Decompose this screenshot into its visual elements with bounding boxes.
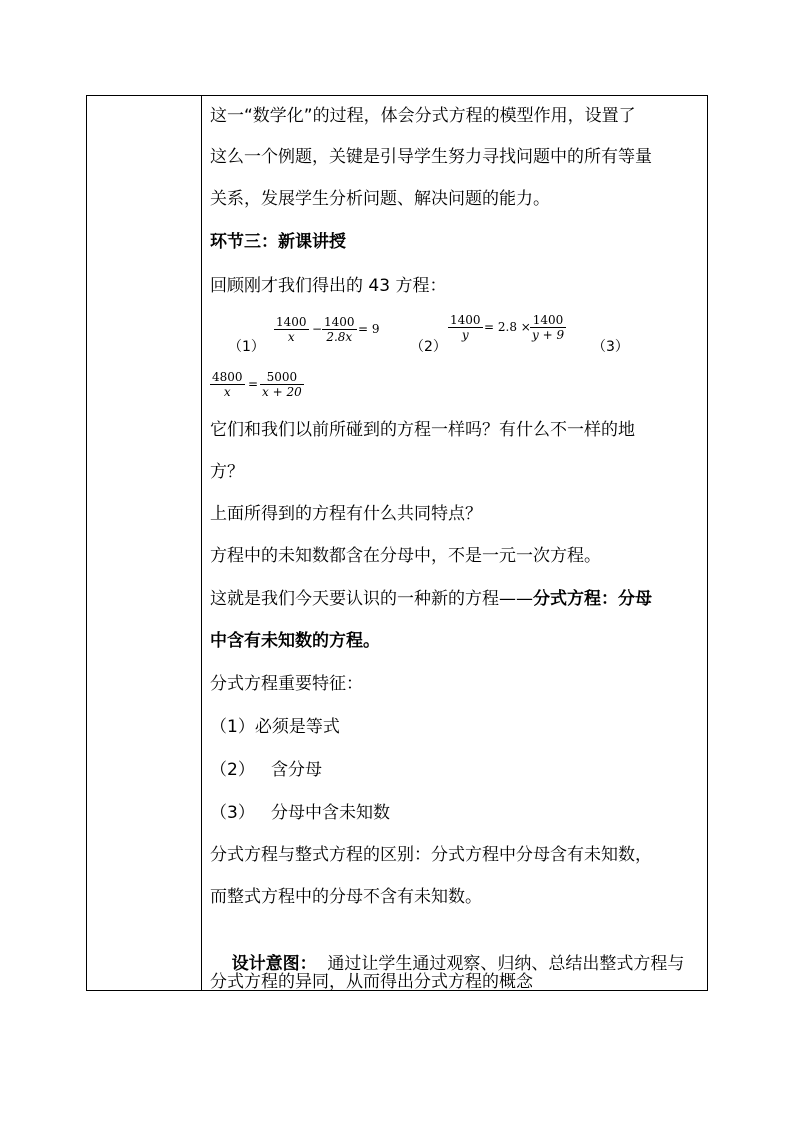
operator: −: [312, 322, 323, 336]
paragraph-line: 这么一个例题，关键是引导学生努力寻找问题中的所有等量: [210, 147, 652, 167]
operator: = 2.8 ×: [484, 320, 531, 334]
section-title: 环节三：新课讲授: [210, 232, 346, 252]
fraction: [274, 315, 309, 344]
denominator: x: [210, 384, 245, 399]
definition-bold: 中含有未知数的方程。: [210, 631, 380, 651]
denominator: y: [448, 327, 483, 342]
answer-line: 方程中的未知数都含在分母中，不是一元一次方程。: [210, 546, 601, 566]
numerator: 5000: [266, 370, 298, 384]
denominator: x: [274, 329, 309, 344]
design-intent-text: 通过让学生通过观察、归纳、总结出整式方程与: [316, 954, 685, 974]
equation-rhs: = 9: [358, 322, 380, 336]
denominator: x + 20: [262, 385, 302, 399]
fraction: [448, 313, 483, 342]
fraction: [530, 313, 566, 342]
feature-item: （2） 含分母: [210, 760, 323, 780]
fraction: [260, 370, 304, 399]
equation-label: （1）: [228, 339, 265, 355]
question-line: 它们和我们以前所碰到的方程一样吗？有什么不一样的地: [210, 420, 635, 440]
difference-line: 分式方程与整式方程的区别：分式方程中分母含有未知数，: [210, 845, 652, 865]
column-divider: [201, 95, 202, 991]
equation-label: （3）: [592, 339, 629, 355]
numerator: 1400: [324, 315, 355, 329]
definition-bold: 分式方程：分母: [533, 589, 652, 609]
intro-line: 回顾刚才我们得出的 43 方程：: [210, 276, 447, 296]
numerator: 1400: [276, 315, 307, 329]
operator: =: [248, 377, 259, 391]
paragraph-line: 关系，发展学生分析问题、解决问题的能力。: [210, 189, 550, 209]
definition-prefix: 这就是我们今天要认识的一种新的方程——: [210, 589, 533, 609]
denominator: y + 9: [532, 328, 565, 342]
design-intent-label: 设计意图：: [231, 954, 317, 974]
question-line: 上面所得到的方程有什么共同特点？: [210, 504, 482, 524]
numerator: 1400: [532, 313, 564, 327]
feature-item: （3） 分母中含未知数: [210, 803, 391, 823]
definition-line: [210, 587, 652, 611]
feature-item: （1）必须是等式: [210, 717, 340, 737]
question-line: 方？: [210, 462, 244, 482]
numerator: 1400: [450, 313, 481, 327]
equation-label: （2）: [410, 339, 447, 355]
design-intent-text: 分式方程的异同，从而得出分式方程的概念: [210, 972, 533, 992]
difference-line: 而整式方程中的分母不含有未知数。: [210, 887, 482, 907]
features-title: 分式方程重要特征：: [210, 674, 363, 694]
fraction: [322, 315, 357, 344]
paragraph-line: 这一“数学化”的过程，体会分式方程的模型作用，设置了: [210, 106, 636, 126]
numerator: 4800: [212, 370, 243, 384]
fraction: [210, 370, 245, 399]
denominator: 2.8x: [322, 329, 357, 344]
